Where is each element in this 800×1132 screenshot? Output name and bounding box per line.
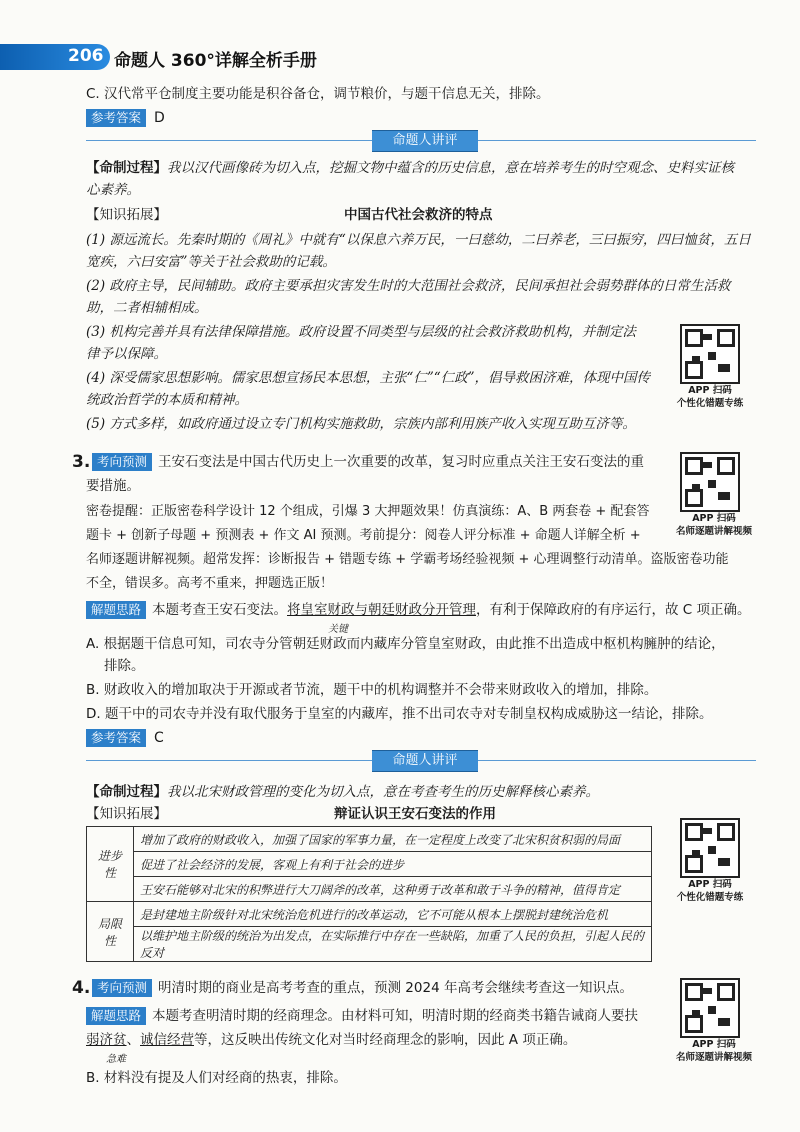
idea-text: 本题考查明清时期的经商理念。由材料可知，明清时期的经商类书籍告诫商人要扶 [152,1008,639,1024]
table-category: 进步性 [87,827,134,902]
process-note-1 [86,158,734,178]
knowledge-ext-title: 辩证认识王安石变法的作用 [334,806,496,822]
table-row [87,902,652,927]
qr-caption-line: 名师逐题讲解视频 [675,1052,752,1063]
q4-prediction [92,978,633,998]
process-text: 我以汉代画像砖为切入点，挖掘文物中蕴含的历史信息，意在培养考生的时空观念、史料实证核 [167,160,734,176]
q3-option-b: B. 财政收入的增加取决于开源或者节流，题干中的机构调整并不会带来财政收入的增加，排除。 [86,682,658,698]
qr-code-icon[interactable] [680,452,740,512]
table-row [87,827,652,852]
q3-option-a-cont: 排除。 [104,658,145,674]
table-cell: 以维护地主阶级的统治为出发点，在实际推行中存在一些缺陷，加重了人民的负担，引起人民的反对 [134,927,652,962]
promo-line: 密卷提醒：正版密卷科学设计 12 个组成，引爆 3 大押题效果！仿真演练：A、B 两套卷 + 配套答 [86,504,650,519]
idea-text: 、 [126,1032,140,1048]
table-cell: 增加了政府的财政收入，加强了国家的军事力量，在一定程度上改变了北宋积贫积弱的局面 [134,827,652,852]
table-cell: 是封建地主阶级针对北宋统治危机进行的改革运动，它不可能从根本上摆脱封建统治危机 [134,902,652,927]
idea-text: 本题考查王安石变法。 [152,602,288,618]
ext-line: (3) 机构完善并具有法律保障措施。政府设置不同类型与层级的社会救济救助机构，并制定法 [86,324,636,340]
qr-caption-line: 名师逐题讲解视频 [675,526,752,537]
ext-line: (1) 源远流长。先秦时期的《周礼》中就有“以保息六养万民，一曰慈幼，二曰养老，三曰振穷，四曰恤贫，五日 [86,232,751,248]
promo-line: 题卡 + 创新子母题 + 预测表 + 作文 AI 预测。考前提分：阅卷人评分标准 + 命题人详解全析 + [86,528,641,543]
q2-answer [86,108,165,128]
qr-caption-line: APP 扫码 [688,879,732,890]
qr-code-icon[interactable] [680,978,740,1038]
prediction-tag: 考向预测 [92,453,152,471]
process-note-2 [86,782,599,802]
answer-value: C [154,730,164,746]
qr-caption [664,1038,764,1064]
ext-line: (2) 政府主导，民间辅助。政府主要承担灾害发生时的大范围社会救济，民间承担社会弱势群体的日常生活救 [86,278,731,294]
qr-caption-line: 个性化错题专练 [676,398,744,409]
ext-line: 助，二者相辅相成。 [86,300,208,316]
idea-tag: 解题思路 [86,601,146,619]
key-phrase: 诚信经营 [140,1032,194,1048]
reform-evaluation-table [86,826,652,962]
table-cell: 王安石能够对北宋的积弊进行大刀阔斧的改革，这种勇于改革和敢于斗争的精神，值得肯定 [134,877,652,902]
knowledge-ext-tag: 【知识拓展】 [86,806,167,822]
q3-option-a: A. 根据题干信息可知，司农寺分管朝廷财政而内藏库分管皇室财政，由此推不出造成中枢机构臃肿的结论， [86,636,725,652]
idea-text: 等，这反映出传统文化对当时经商理念的影响，因此 A 项正确。 [194,1032,577,1048]
key-phrase: 将皇室财政与朝廷财政分开管理 [287,602,477,618]
process-text-cont: 心素养。 [86,182,140,198]
table-row [87,927,652,962]
answer-tag: 参考答案 [86,109,146,127]
table-row [87,852,652,877]
q3-prediction [92,452,644,472]
idea-tag: 解题思路 [86,1007,146,1025]
q3-answer [86,728,164,748]
key-phrase: 弱济贫 [86,1032,127,1048]
qr-caption [664,878,756,904]
promo-line: 不全，错误多。高考不重来，押题选正版！ [86,576,334,591]
qr-caption [664,384,756,410]
ext-line: 宽疾，六曰安富”等关于社会救助的记载。 [86,254,336,270]
qr-caption [664,512,764,538]
prediction-text: 明清时期的商业是高考考查的重点，预测 2024 年高考会继续考查这一知识点。 [158,980,633,996]
q2-option-c: C. 汉代常平仓制度主要功能是积谷备仓，调节粮价，与题干信息无关，排除。 [86,86,550,102]
qr-caption-line: APP 扫码 [692,513,736,524]
table-category: 局限性 [87,902,134,962]
answer-value: D [154,110,165,126]
handwritten-note: 关键 [328,624,348,635]
qr-code-icon[interactable] [680,818,740,878]
idea-text: ，有利于保障政府的有序运行，故 C 项正确。 [476,602,751,618]
prediction-text: 王安石变法是中国古代历史上一次重要的改革，复习时应重点关注王安石变法的重 [158,454,645,470]
knowledge-ext-title: 中国古代社会救济的特点 [344,207,493,223]
commentary-banner: 命题人讲评 [372,130,478,152]
knowledge-ext-tag: 【知识拓展】 [86,207,167,223]
process-text: 我以北宋财政管理的变化为切入点，意在考查考生的历史解释核心素养。 [167,784,599,800]
ext-line: 律予以保障。 [86,346,167,362]
prediction-text-cont: 要措施。 [86,478,140,494]
q3-idea [86,600,751,620]
ext-line: 统政治哲学的本质和精神。 [86,392,248,408]
ext-line: (4) 深受儒家思想影响。儒家思想宣扬民本思想，主张“仁”“仁政”，倡导救困济难，体现中国传 [86,370,651,386]
handwritten-note: 急难 [106,1054,126,1065]
question-number: 3. [72,452,91,472]
book-title: 命题人 360°详解全析手册 [114,51,317,71]
qr-caption-line: APP 扫码 [692,1039,736,1050]
q4-idea [86,1006,638,1026]
question-number: 4. [72,978,91,998]
commentary-banner: 命题人讲评 [372,750,478,772]
page-header [0,44,360,70]
qr-code-icon[interactable] [680,324,740,384]
prediction-tag: 考向预测 [92,979,152,997]
q3-option-d: D. 题干中的司农寺并没有取代服务于皇室的内藏库，推不出司农寺对专制皇权构成威胁这一结论，排除。 [86,706,713,722]
q4-option-b: B. 材料没有提及人们对经商的热衷，排除。 [86,1070,347,1086]
q4-idea-cont [86,1030,576,1050]
table-cell: 促进了社会经济的发展，客观上有利于社会的进步 [134,852,652,877]
page-number: 206 [68,46,104,66]
process-tag: 【命制过程】 [86,160,167,176]
ext-line: (5) 方式多样，如政府通过设立专门机构实施救助，宗族内部利用族产收入实现互助互济等。 [86,416,636,432]
process-tag: 【命制过程】 [86,784,167,800]
table-row [87,877,652,902]
qr-caption-line: 个性化错题专练 [676,892,744,903]
qr-caption-line: APP 扫码 [688,385,732,396]
answer-tag: 参考答案 [86,729,146,747]
promo-line: 名师逐题讲解视频。超常发挥：诊断报告 + 错题专练 + 学霸考场经验视频 + 心理调整行动清单。盗版密卷功能 [86,552,729,567]
